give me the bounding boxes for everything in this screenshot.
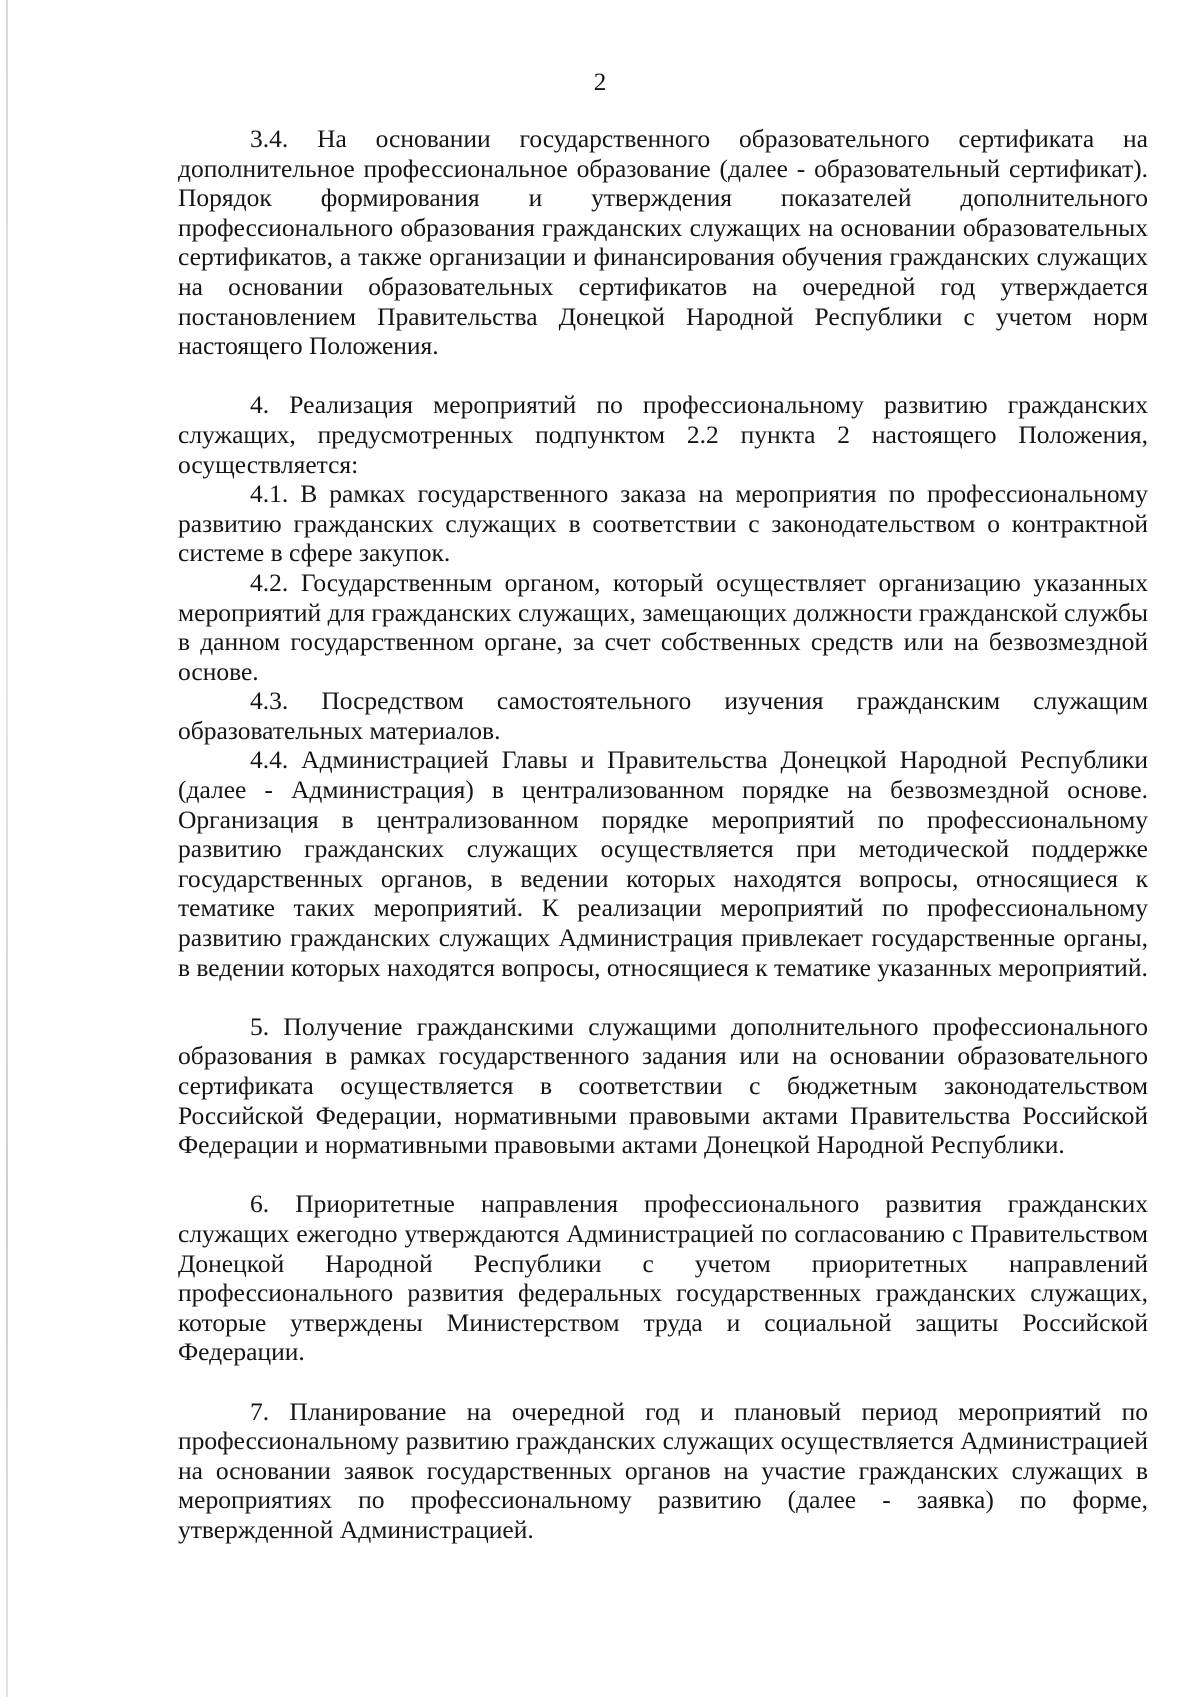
paragraph-4-1: 4.1. В рамках государственного заказа на мероприятия по профессиональному развитию гражданских служащих в соответствии с законодательством о контрактной системе в сфере закупок. [178,479,1148,568]
paragraph-6: 6. Приоритетные направления профессионального развития гражданских служащих ежегодно утверждаются Администрацией по согласованию с Правительством Донецкой Народной Республики с учетом приоритетных направлений профессионального развития федеральных государственных гражданских служащих, которые утверждены Министерством труда и социальной защиты Российской Федерации. [178,1189,1148,1367]
scan-edge-line [6,0,8,1697]
paragraph-4-2: 4.2. Государственным органом, который осуществляет организацию указанных мероприятий для гражданских служащих, замещающих должности гражданской службы в данном государственном органе, за счет собственных средств или на безвозмездной основе. [178,567,1148,686]
paragraph-3-4: 3.4. На основании государственного образовательного сертификата на дополнительное профессиональное образование (далее - образовательный сертификат). Порядок формирования и утверждения показателей дополнительного профессионального образования гражданских служащих на основании образовательных сертификатов, а также организации и финансирования обучения гражданских служащих на основании образовательных сертификатов на очередной год утверждается постановлением Правительства Донецкой Народной Республики с учетом норм настоящего Положения. [178,124,1148,361]
page-number: 2 [593,69,607,96]
paragraph-5: 5. Получение гражданскими служащими дополнительного профессионального образования в рамках государственного задания или на основании образовательного сертификата осуществляется в соответствии с бюджетным законодательством Российской Федерации, нормативными правовыми актами Правительства Российской Федерации и нормативными правовыми актами Донецкой Народной Республики. [178,1011,1148,1160]
paragraph-7: 7. Планирование на очередной год и плановый период мероприятий по профессиональному развитию гражданских служащих осуществляется Администрацией на основании заявок государственных органов на участие гражданских служащих в мероприятиях по профессиональному развитию (далее - заявка) по форме, утвержденной Администрацией. [178,1396,1148,1544]
paragraph-4-3: 4.3. Посредством самостоятельного изучения гражданским служащим образовательных материалов. [178,686,1148,745]
paragraph-4-4: 4.4. Администрацией Главы и Правительства Донецкой Народной Республики (далее - Администрация) в централизованном порядке на безвозмездной основе. Организация в централизованном порядке мероприятий по профессиональному развитию гражданских служащих осуществляется при методической поддержке государственных органов, в ведении которых находятся вопросы, относящиеся к тематике таких мероприятий. К реализации мероприятий по профессиональному развитию гражданских служащих Администрация привлекает государственные органы, в ведении которых находятся вопросы, относящиеся к тематике указанных мероприятий. [178,745,1148,982]
paragraph-4: 4. Реализация мероприятий по профессиональному развитию гражданских служащих, предусмотренных подпунктом 2.2 пункта 2 настоящего Положения, осуществляется: [178,390,1148,479]
document-body [178,124,1148,1545]
